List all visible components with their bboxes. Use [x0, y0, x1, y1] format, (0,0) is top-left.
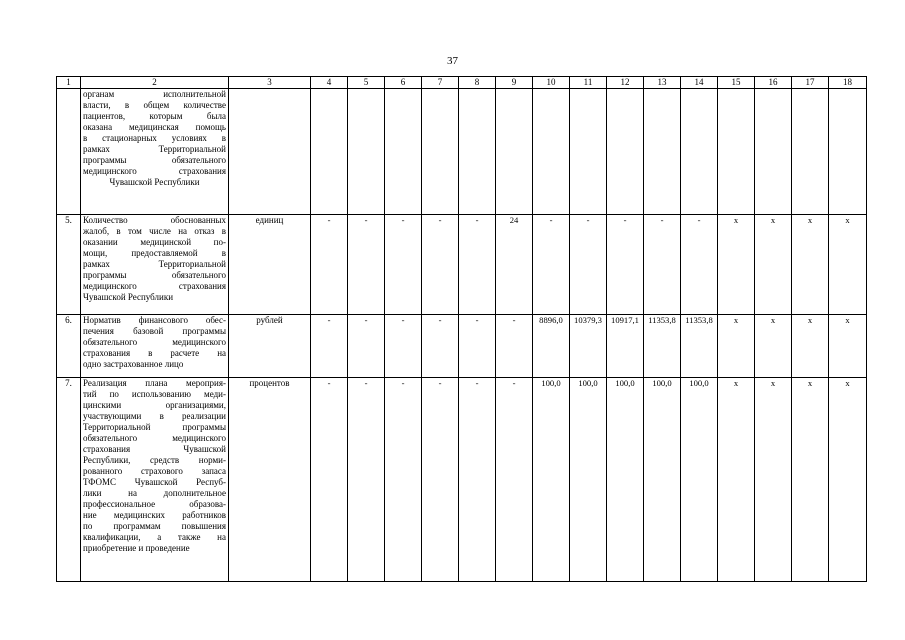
value-cell: x	[829, 378, 867, 582]
value-cell: 100,0	[533, 378, 570, 582]
table-row	[57, 378, 867, 582]
description-line: тий по использованию меди-	[83, 389, 226, 399]
description-line: страхования Чувашской	[83, 444, 226, 454]
value-cell: x	[829, 315, 867, 378]
description-line: жалоб, в том числе на отказ в	[83, 226, 226, 236]
indicator-description	[81, 378, 229, 582]
value-cell: 100,0	[644, 378, 681, 582]
indicator-description	[81, 215, 229, 315]
description-line: участвующими в реализации	[83, 411, 226, 421]
description-line: медицинского страхования	[83, 281, 226, 291]
description-line: профессиональное образова-	[83, 499, 226, 509]
page-number: 37	[447, 55, 458, 67]
value-cell: -	[681, 215, 718, 315]
value-cell: 10379,3	[570, 315, 607, 378]
column-number: 9	[496, 77, 533, 89]
value-cell: -	[570, 215, 607, 315]
column-number: 4	[311, 77, 348, 89]
description-line: цинскими организациями,	[83, 400, 226, 410]
column-number: 16	[755, 77, 792, 89]
value-cell: -	[496, 315, 533, 378]
description-line: оказана медицинская помощь	[83, 122, 226, 132]
value-cell: -	[533, 215, 570, 315]
description-line: власти, в общем количестве	[83, 100, 226, 110]
value-cell: -	[644, 215, 681, 315]
description-line: Чувашской Республики	[83, 292, 174, 302]
unit-of-measure	[229, 89, 311, 215]
description-line: приобретение и проведение	[83, 543, 190, 553]
description-line: Норматив финансового обес-	[83, 315, 226, 325]
value-cell: 11353,8	[644, 315, 681, 378]
value-cell: -	[422, 315, 459, 378]
value-cell: x	[755, 215, 792, 315]
value-cell: -	[459, 378, 496, 582]
value-cell: x	[755, 315, 792, 378]
value-cell: 100,0	[681, 378, 718, 582]
column-number: 18	[829, 77, 867, 89]
description-line: Реализация плана мероприя-	[83, 378, 226, 388]
description-line: мощи, предоставляемой в	[83, 248, 226, 258]
description-line: в стационарных условиях в	[83, 133, 226, 143]
value-cell: -	[459, 215, 496, 315]
row-number: 7.	[57, 378, 81, 582]
column-number: 15	[718, 77, 755, 89]
value-cell: -	[422, 378, 459, 582]
description-line: медицинского страхования	[83, 166, 226, 176]
column-number: 11	[570, 77, 607, 89]
indicator-description	[81, 89, 229, 215]
value-cell: 8896,0	[533, 315, 570, 378]
description-line: рованного страхового запаса	[83, 466, 226, 476]
column-number: 2	[81, 77, 229, 89]
value-cell: x	[792, 215, 829, 315]
value-cell	[607, 89, 644, 215]
description-line: ТФОМС Чувашской Респуб-	[83, 477, 226, 487]
value-cell: -	[311, 378, 348, 582]
unit-of-measure: единиц	[229, 215, 311, 315]
value-cell: 100,0	[570, 378, 607, 582]
description-line: пациентов, которым была	[83, 111, 226, 121]
value-cell: -	[607, 215, 644, 315]
value-cell	[755, 89, 792, 215]
table-row	[57, 89, 867, 215]
value-cell: 100,0	[607, 378, 644, 582]
column-number: 14	[681, 77, 718, 89]
indicator-description	[81, 315, 229, 378]
value-cell: x	[792, 315, 829, 378]
description-line: оказании медицинской по-	[83, 237, 226, 247]
value-cell: x	[718, 215, 755, 315]
column-number: 3	[229, 77, 311, 89]
value-cell	[422, 89, 459, 215]
value-cell: -	[385, 215, 422, 315]
description-line: Чувашской Республики	[109, 177, 200, 187]
column-number: 7	[422, 77, 459, 89]
value-cell: x	[718, 315, 755, 378]
column-number: 12	[607, 77, 644, 89]
value-cell	[681, 89, 718, 215]
value-cell: -	[422, 215, 459, 315]
description-line: Количество обоснованных	[83, 215, 226, 225]
description-line: печения базовой программы	[83, 326, 226, 336]
description-line: страхования в расчете на	[83, 348, 226, 358]
description-line: Территориальной программы	[83, 422, 226, 432]
value-cell	[718, 89, 755, 215]
value-cell: -	[459, 315, 496, 378]
description-line: программы обязательного	[83, 270, 226, 280]
value-cell: -	[348, 215, 385, 315]
row-number: 6.	[57, 315, 81, 378]
unit-of-measure: процентов	[229, 378, 311, 582]
value-cell: -	[311, 215, 348, 315]
description-line: программы обязательного	[83, 155, 226, 165]
value-cell: x	[718, 378, 755, 582]
column-number-row	[57, 77, 867, 89]
value-cell: -	[496, 378, 533, 582]
row-number: 5.	[57, 215, 81, 315]
description-line: рамках Территориальной	[83, 144, 226, 154]
column-number: 5	[348, 77, 385, 89]
column-number: 1	[57, 77, 81, 89]
column-number: 8	[459, 77, 496, 89]
value-cell: 11353,8	[681, 315, 718, 378]
value-cell	[829, 89, 867, 215]
value-cell: -	[348, 315, 385, 378]
value-cell	[385, 89, 422, 215]
unit-of-measure: рублей	[229, 315, 311, 378]
value-cell: 10917,1	[607, 315, 644, 378]
column-number: 17	[792, 77, 829, 89]
column-number: 13	[644, 77, 681, 89]
value-cell: 24	[496, 215, 533, 315]
value-cell	[570, 89, 607, 215]
value-cell: x	[829, 215, 867, 315]
table-row	[57, 215, 867, 315]
description-line: лики на дополнительное	[83, 488, 226, 498]
value-cell: x	[755, 378, 792, 582]
value-cell	[792, 89, 829, 215]
value-cell	[311, 89, 348, 215]
description-line: квалификации, а также на	[83, 532, 226, 542]
description-line: органам исполнительной	[83, 89, 226, 99]
column-number: 10	[533, 77, 570, 89]
description-line: ние медицинских работников	[83, 510, 226, 520]
value-cell: -	[385, 315, 422, 378]
description-line: Республики, средств норми-	[83, 455, 226, 465]
row-number	[57, 89, 81, 215]
value-cell	[348, 89, 385, 215]
value-cell	[459, 89, 496, 215]
value-cell: x	[792, 378, 829, 582]
table-row	[57, 315, 867, 378]
value-cell	[644, 89, 681, 215]
indicators-table	[56, 76, 867, 582]
value-cell	[533, 89, 570, 215]
value-cell	[496, 89, 533, 215]
description-line: обязательного медицинского	[83, 337, 226, 347]
value-cell: -	[311, 315, 348, 378]
column-number: 6	[385, 77, 422, 89]
value-cell: -	[385, 378, 422, 582]
description-line: рамках Территориальной	[83, 259, 226, 269]
description-line: одно застрахованное лицо	[83, 359, 184, 369]
description-line: обязательного медицинского	[83, 433, 226, 443]
value-cell: -	[348, 378, 385, 582]
description-line: по программам повышения	[83, 521, 226, 531]
